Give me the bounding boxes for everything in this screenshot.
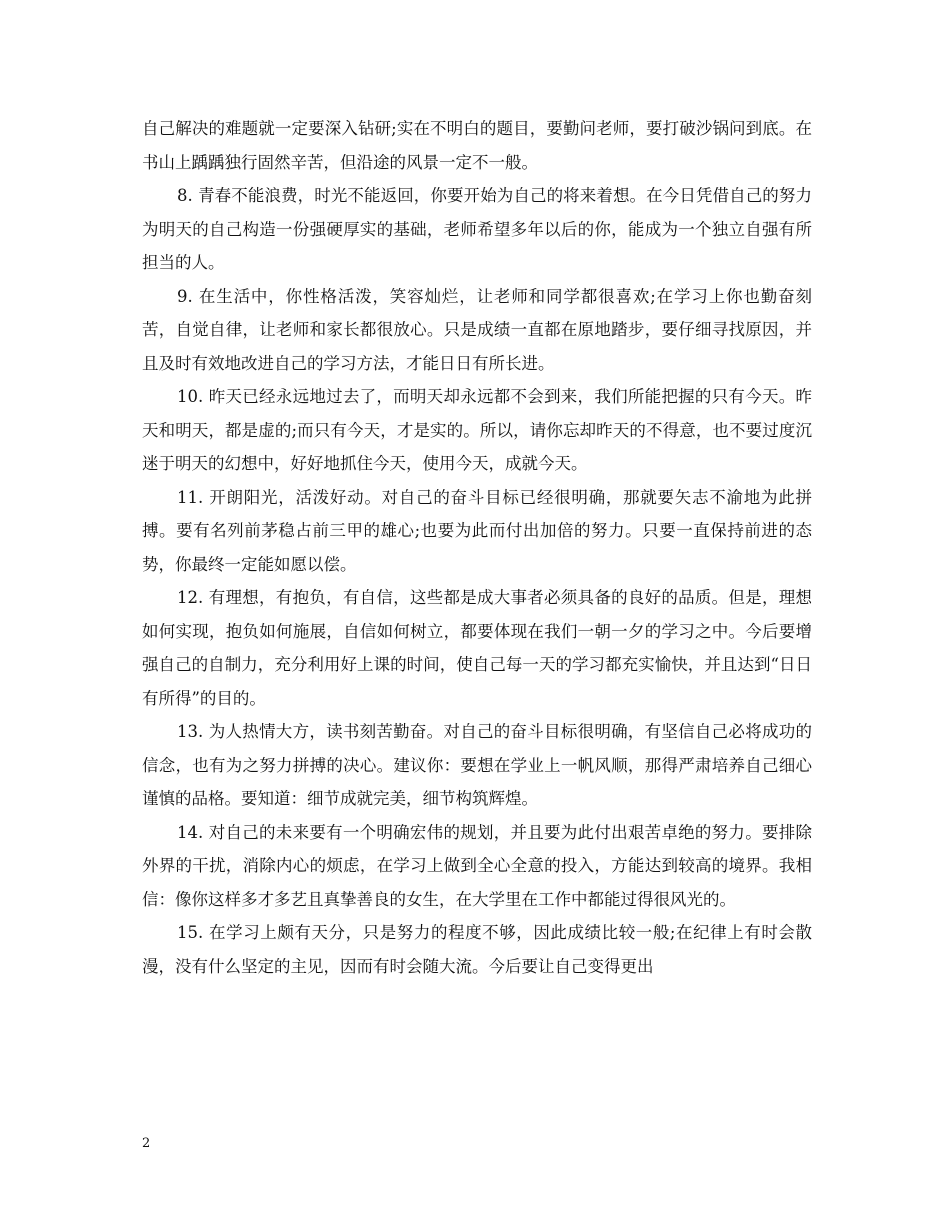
paragraph-15: 15. 在学习上颇有天分，只是努力的程度不够，因此成绩比较一般;在纪律上有时会散漫，没有什么坚定的主见，因而有时会随大流。今后要让自己变得更出	[142, 923, 812, 976]
document-body	[142, 112, 812, 983]
paragraph-continuation: 自己解决的难题就一定要深入钻研;实在不明白的题目，要勤问老师，要打破沙锅问到底。在书山上踽踽独行固然辛苦，但沿途的风景一定不一般。	[142, 119, 812, 172]
paragraph-12: 12. 有理想，有抱负，有自信，这些都是成大事者必须具备的良好的品质。但是，理想如何实现，抱负如何施展，自信如何树立，都要体现在我们一朝一夕的学习之中。今后要增强自己的自制力，充分利用好上课的时间，使自己每一天的学习都充实愉快，并且达到“日日有所得”的目的。	[142, 588, 812, 708]
paragraph-10: 10. 昨天已经永远地过去了，而明天却永远都不会到来，我们所能把握的只有今天。昨天和明天，都是虚的;而只有今天，才是实的。所以，请你忘却昨天的不得意，也不要过度沉迷于明天的幻想中，好好地抓住今天，使用今天，成就今天。	[142, 387, 812, 473]
paragraph-9: 9. 在生活中，你性格活泼，笑容灿烂，让老师和同学都很喜欢;在学习上你也勤奋刻苦，自觉自律，让老师和家长都很放心。只是成绩一直都在原地踏步，要仔细寻找原因，并且及时有效地改进自己的学习方法，才能日日有所长进。	[142, 286, 812, 373]
paragraph-8: 8. 青春不能浪费，时光不能返回，你要开始为自己的将来着想。在今日凭借自己的努力为明天的自己构造一份强硬厚实的基础，老师希望多年以后的你，能成为一个独立自强有所担当的人。	[142, 186, 812, 272]
page-number: 2	[142, 1136, 151, 1151]
paragraph-14: 14. 对自己的未来要有一个明确宏伟的规划，并且要为此付出艰苦卓绝的努力。要排除外界的干扰，消除内心的烦虑，在学习上做到全心全意的投入，方能达到较高的境界。我相信：像你这样多才多艺且真挚善良的女生，在大学里在工作中都能过得很风光的。	[142, 822, 812, 909]
paragraph-13: 13. 为人热情大方，读书刻苦勤奋。对自己的奋斗目标很明确，有坚信自己必将成功的信念，也有为之努力拼搏的决心。建议你：要想在学业上一帆风顺，那得严肃培养自己细心谨慎的品格。要知道：细节成就完美，细节构筑辉煌。	[142, 722, 812, 808]
paragraph-11: 11. 开朗阳光，活泼好动。对自己的奋斗目标已经很明确，那就要矢志不渝地为此拼搏。要有名列前茅稳占前三甲的雄心;也要为此而付出加倍的努力。只要一直保持前进的态势，你最终一定能如愿以偿。	[142, 487, 812, 574]
